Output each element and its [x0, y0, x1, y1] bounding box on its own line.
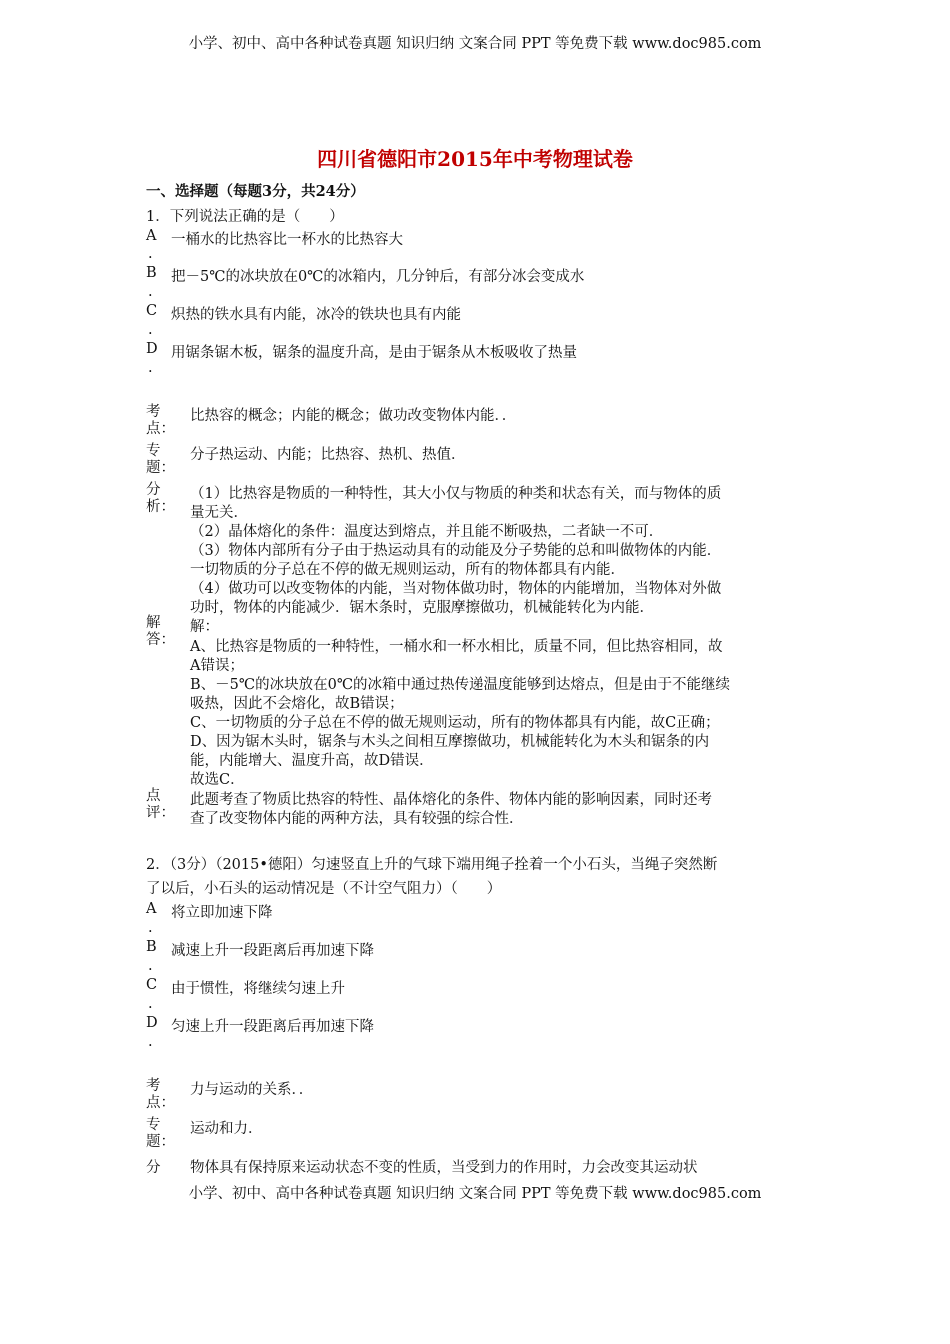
q2-stem-line: 2．（3分）（2015•德阳）匀速竖直上升的气球下端用绳子拴着一个小石头，当绳子突然断: [146, 857, 718, 873]
q1-stem: 1．下列说法正确的是（ ）: [146, 209, 344, 225]
q1-fenxi-label: 分析：: [146, 482, 175, 515]
q1-fenxi-line: （3）物体内部所有分子由于热运动具有的动能及分子势能的总和叫做物体的内能．: [190, 543, 722, 559]
option-dot: .: [148, 920, 153, 936]
q2-zhuanti: 运动和力．: [190, 1121, 263, 1137]
q1-jieda-label: 解答：: [146, 615, 175, 648]
q2-kaodian-label: 考点：: [146, 1078, 175, 1111]
option-text: 由于惯性，将继续匀速上升: [171, 981, 345, 997]
q1-jieda-line: 能，内能增大、温度升高，故D错误．: [190, 753, 434, 769]
option-text: 炽热的铁水具有内能，冰冷的铁块也具有内能: [171, 307, 461, 323]
q2-fenxi-label: 分: [146, 1160, 161, 1176]
option-dot: .: [148, 360, 153, 376]
q1-jieda-line: 故选C．: [190, 772, 245, 788]
q1-fenxi-line: 量无关．: [190, 505, 248, 521]
q2-stem-line: 了以后，小石头的运动情况是（不计空气阻力）（ ）: [146, 881, 502, 897]
q2-zhuanti-label: 专题：: [146, 1117, 175, 1150]
section-heading: 一、选择题（每题3分，共24分）: [146, 183, 365, 200]
q1-fenxi-line: （1）比热容是物质的一种特性，其大小仅与物质的种类和状态有关，而与物体的质: [190, 486, 722, 502]
q1-fenxi-line: 功时，物体的内能减少．锯木条时，克服摩擦做功，机械能转化为内能．: [190, 600, 654, 616]
q1-jieda-line: A、比热容是物质的一种特性，一桶水和一杯水相比，质量不同，但比热容相同，故: [190, 639, 723, 655]
page-title: 四川省德阳市2015年中考物理试卷: [317, 147, 633, 171]
q1-jieda-line: C、一切物质的分子总在不停的做无规则运动，所有的物体都具有内能，故C正确；: [190, 715, 720, 731]
option-text: 用锯条锯木板，锯条的温度升高，是由于锯条从木板吸收了热量: [171, 345, 577, 361]
q1-dianping-line: 此题考查了物质比热容的特性、晶体熔化的条件、物体内能的影响因素，同时还考: [190, 792, 712, 808]
q1-fenxi-line: 一切物质的分子总在不停的做无规则运动，所有的物体都具有内能．: [190, 562, 625, 578]
q1-fenxi-line: （2）晶体熔化的条件：温度达到熔点，并且能不断吸热，二者缺一不可．: [190, 524, 664, 540]
q1-fenxi-line: （4）做功可以改变物体的内能，当对物体做功时，物体的内能增加，当物体对外做: [190, 581, 722, 597]
option-dot: .: [148, 958, 153, 974]
option-text: 把－5℃的冰块放在0℃的冰箱内，几分钟后，有部分冰会变成水: [171, 269, 585, 285]
q1-jieda-line: 解：: [190, 619, 219, 635]
option-dot: .: [148, 246, 153, 262]
q1-dianping-label: 点评：: [146, 788, 175, 821]
option-letter: D: [146, 341, 158, 357]
option-text: 将立即加速下降: [171, 905, 273, 921]
q1-kaodian-label: 考点：: [146, 404, 175, 437]
q1-dianping-line: 查了改变物体内能的两种方法，具有较强的综合性．: [190, 811, 524, 827]
option-letter: C: [146, 977, 158, 993]
option-dot: .: [148, 1034, 153, 1050]
option-letter: A: [146, 901, 157, 917]
option-letter: A: [146, 228, 157, 244]
q2-fenxi: 物体具有保持原来运动状态不变的性质，当受到力的作用时，力会改变其运动状: [190, 1160, 698, 1176]
q1-jieda-line: 吸热，因此不会熔化，故B错误；: [190, 696, 404, 712]
option-text: 一桶水的比热容比一杯水的比热容大: [171, 232, 403, 248]
q1-jieda-line: D、因为锯木头时，锯条与木头之间相互摩擦做功，机械能转化为木头和锯条的内: [190, 734, 710, 750]
q1-jieda-line: A错误；: [190, 658, 244, 674]
option-text: 匀速上升一段距离后再加速下降: [171, 1019, 374, 1035]
option-text: 减速上升一段距离后再加速下降: [171, 943, 374, 959]
page-footer: 小学、初中、高中各种试卷真题 知识归纳 文案合同 PPT 等免费下载 www.doc985.com: [188, 1186, 762, 1202]
q1-zhuanti: 分子热运动、内能；比热容、热机、热值．: [190, 447, 466, 463]
option-letter: D: [146, 1015, 158, 1031]
q1-jieda-line: B、－5℃的冰块放在0℃的冰箱中通过热传递温度能够到达熔点，但是由于不能继续: [190, 677, 731, 693]
q2-kaodian: 力与运动的关系．．: [190, 1082, 314, 1098]
q1-kaodian: 比热容的概念；内能的概念；做功改变物体内能．．: [190, 408, 517, 424]
option-letter: B: [146, 265, 157, 281]
option-dot: .: [148, 322, 153, 338]
option-letter: C: [146, 303, 158, 319]
option-dot: .: [148, 996, 153, 1012]
q1-zhuanti-label: 专题：: [146, 443, 175, 476]
option-dot: .: [148, 284, 153, 300]
page-header: 小学、初中、高中各种试卷真题 知识归纳 文案合同 PPT 等免费下载 www.doc985.com: [188, 36, 762, 52]
option-letter: B: [146, 939, 157, 955]
